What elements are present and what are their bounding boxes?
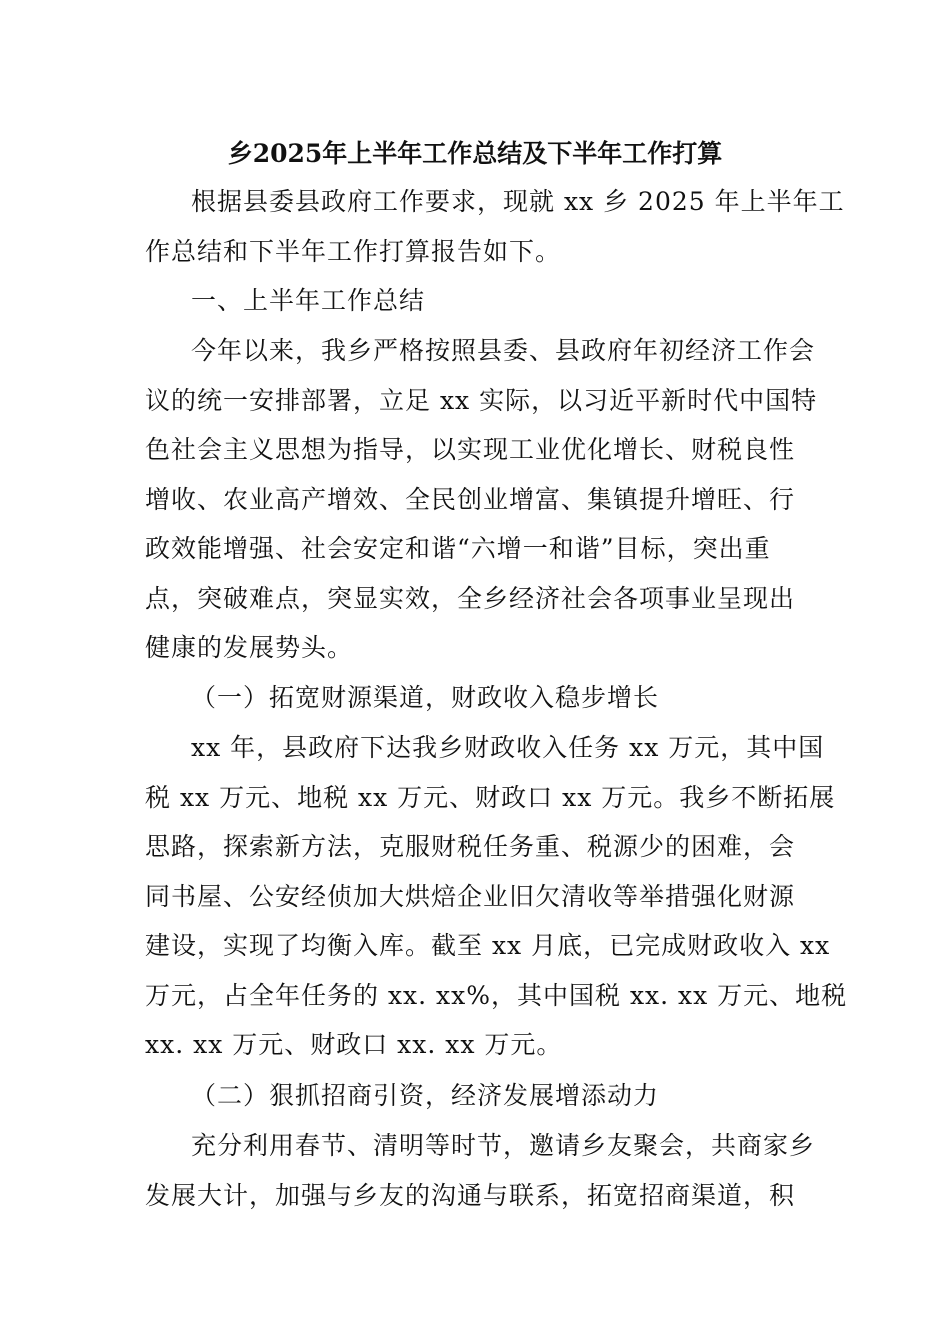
paragraph-line: 充分利用春节、清明等时节，邀请乡友聚会，共商家乡 xyxy=(191,1131,816,1160)
paragraph-line: 发展大计，加强与乡友的沟通与联系，拓宽招商渠道，积 xyxy=(145,1180,796,1210)
investment-paragraph xyxy=(145,1121,816,1220)
paragraph-line: 健康的发展势头。 xyxy=(145,633,354,662)
paragraph-line: 今年以来，我乡严格按照县委、县政府年初经济工作会 xyxy=(191,336,816,365)
paragraph-line: 根据县委县政府工作要求，现就 xx 乡 2025 年上半年工 xyxy=(191,187,845,216)
summary-paragraph xyxy=(145,326,818,673)
paragraph-line: 议的统一安排部署，立足 xx 实际，以习近平新时代中国特 xyxy=(145,385,818,415)
paragraph-line: xx. xx 万元、财政口 xx. xx 万元。 xyxy=(145,1030,563,1059)
intro-paragraph xyxy=(145,177,845,276)
finance-paragraph xyxy=(145,723,848,1070)
paragraph-line: 政效能增强、社会安定和谐“六增一和谐”目标，突出重 xyxy=(145,534,771,563)
subsection-heading-text: （一）拓宽财源渠道，财政收入稳步增长 xyxy=(191,683,660,712)
paragraph-line: 建设，实现了均衡入库。截至 xx 月底，已完成财政收入 xx xyxy=(145,931,831,960)
paragraph-line: 点，突破难点，突显实效，全乡经济社会各项事业呈现出 xyxy=(145,583,796,613)
paragraph-line: 作总结和下半年工作打算报告如下。 xyxy=(145,236,562,266)
subsection-heading-text: （二）狠抓招商引资，经济发展增添动力 xyxy=(191,1081,660,1110)
section-heading xyxy=(145,276,805,326)
section-heading-text: 一、上半年工作总结 xyxy=(191,286,426,315)
subsection-heading xyxy=(145,673,805,723)
paragraph-line: 万元，占全年任务的 xx. xx%，其中国税 xx. xx 万元、地税 xyxy=(145,980,848,1010)
paragraph-line: 增收、农业高产增效、全民创业增富、集镇提升增旺、行 xyxy=(145,484,796,514)
paragraph-line: 税 xx 万元、地税 xx 万元、财政口 xx 万元。我乡不断拓展 xyxy=(145,782,836,812)
paragraph-line: 同书屋、公安经侦加大烘焙企业旧欠清收等举措强化财源 xyxy=(145,881,796,911)
subsection-heading xyxy=(145,1071,805,1121)
paragraph-line: 色社会主义思想为指导，以实现工业优化增长、财税良性 xyxy=(145,435,796,464)
paragraph-line: 思路，探索新方法，克服财税任务重、税源少的困难，会 xyxy=(145,832,796,861)
document-title: 乡2025年上半年工作总结及下半年工作打算 xyxy=(227,139,723,168)
paragraph-line: xx 年，县政府下达我乡财政收入任务 xx 万元，其中国 xyxy=(191,733,825,762)
